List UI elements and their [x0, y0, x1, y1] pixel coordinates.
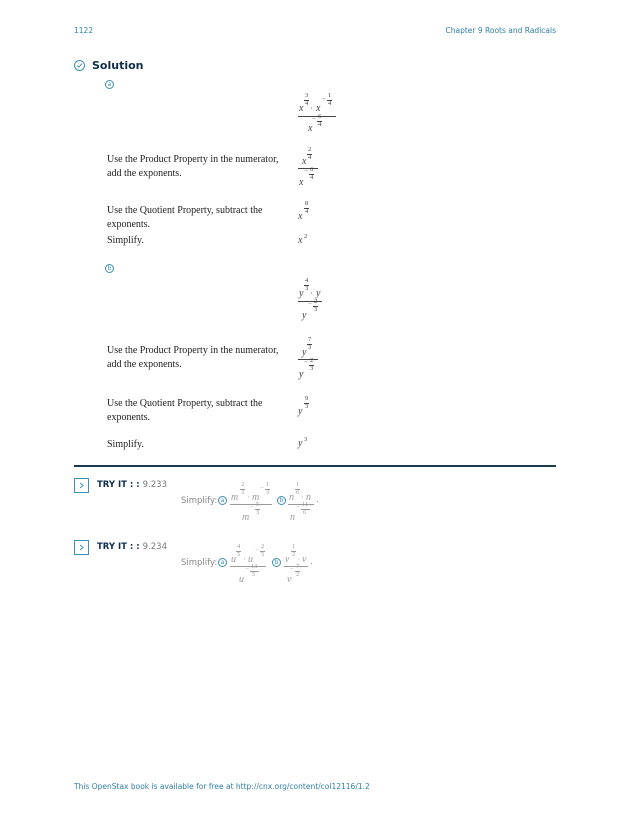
- try-it-number: 9.234: [142, 542, 167, 552]
- solution-heading: Solution: [92, 59, 144, 72]
- section-divider: [74, 465, 556, 467]
- try-it-9-234-period: .: [310, 557, 313, 567]
- chevron-right-icon[interactable]: [74, 540, 89, 555]
- page-number: 1122: [74, 26, 94, 35]
- try-it-9-233-period: .: [316, 495, 319, 505]
- try-it-label: TRY IT : :: [97, 480, 140, 490]
- try-it-9-234-prompt: Simplify:: [181, 558, 218, 568]
- try-it-9-234-part-a-marker: a: [218, 558, 227, 567]
- try-it-9-233-part-a-marker: a: [218, 496, 227, 505]
- part-b-step-simplify: Simplify.: [107, 439, 144, 450]
- try-it-9-233-part-b-marker: b: [277, 496, 286, 505]
- try-it-9-233-prompt: Simplify:: [181, 496, 218, 506]
- try-it-9-234-part-b-marker: b: [272, 558, 281, 567]
- chapter-title: Chapter 9 Roots and Radicals: [445, 26, 556, 35]
- part-a-step-simplify: Simplify.: [107, 235, 144, 246]
- part-a-marker: a: [105, 80, 114, 89]
- checkmark-circle-icon: [74, 60, 85, 71]
- part-b-step-product: Use the Product Property in the numerator, add the exponents.: [107, 345, 279, 370]
- part-b-marker: b: [105, 264, 114, 273]
- part-a-step-quotient: Use the Quotient Property, subtract the exponents.: [107, 205, 263, 230]
- part-a-step-product: Use the Product Property in the numerator, add the exponents.: [107, 154, 279, 179]
- try-it-9-233-heading: [97, 480, 167, 490]
- part-b-step-quotient: Use the Quotient Property, subtract the exponents.: [107, 398, 263, 423]
- chevron-right-icon[interactable]: [74, 478, 89, 493]
- try-it-label: TRY IT : :: [97, 542, 140, 552]
- try-it-9-234-heading: [97, 542, 167, 552]
- footer-attribution[interactable]: This OpenStax book is available for free at http://cnx.org/content/col12116/1.2: [74, 782, 370, 791]
- try-it-number: 9.233: [142, 480, 167, 490]
